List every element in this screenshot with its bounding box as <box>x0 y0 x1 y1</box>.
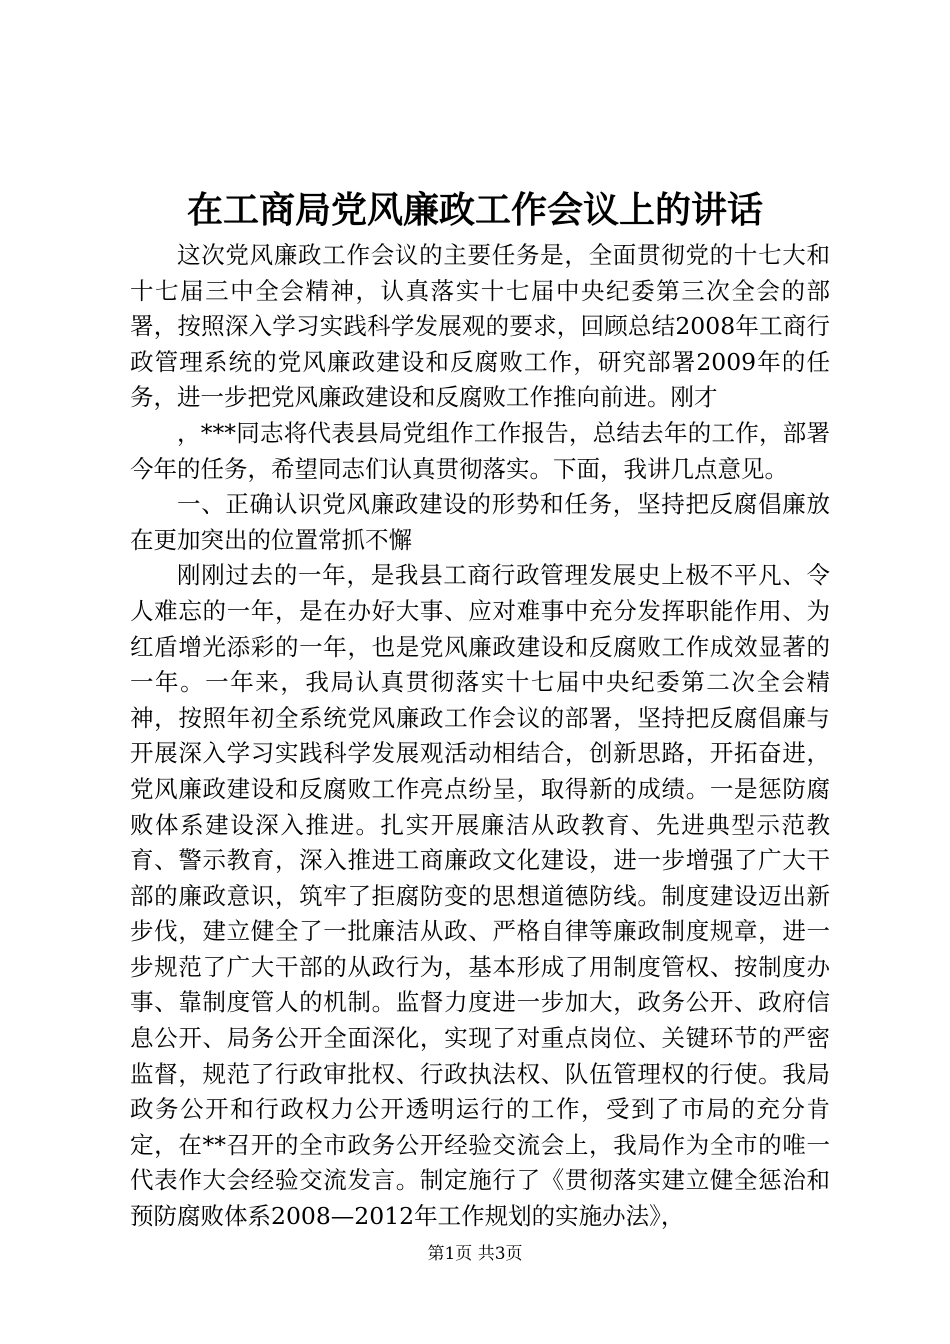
document-title: 在工商局党风廉政工作会议上的讲话 <box>186 189 763 231</box>
paragraph-intro: 这次党风廉政工作会议的主要任务是，全面贯彻党的十七大和十七届三中全会精神，认真落实十七届中央纪委第三次全会的部署，按照深入学习实践科学发展观的要求，回顾总结2008年工商行政管理系统的党风廉政建设和反腐败工作，研究部署2009年的任务，进一步把党风廉政建设和反腐败工作推向前进。刚才 <box>130 241 830 412</box>
page-footer: 第1页 共3页 <box>427 1244 523 1264</box>
document-body <box>130 238 830 1235</box>
paragraph-continuation: ，***同志将代表县局党组作工作报告，总结去年的工作，部署今年的任务，希望同志们认真贯彻落实。下面，我讲几点意见。 <box>130 418 830 483</box>
paragraph-review: 刚刚过去的一年，是我县工商行政管理发展史上极不平凡、令人难忘的一年，是在办好大事、应对难事中充分发挥职能作用、为红盾增光添彩的一年，也是党风廉政建设和反腐败工作成效显著的一年。一年来，我局认真贯彻落实十七届中央纪委第二次全会精神，按照年初全系统党风廉政工作会议的部署，坚持把反腐倡廉与开展深入学习实践科学发展观活动相结合，创新思路，开拓奋进，党风廉政建设和反腐败工作亮点纷呈，取得新的成绩。一是惩防腐败体系建设深入推进。扎实开展廉洁从政教育、先进典型示范教育、警示教育，深入推进工商廉政文化建设，进一步增强了广大干部的廉政意识，筑牢了拒腐防变的思想道德防线。制度建设迈出新步伐，建立健全了一批廉洁从政、严格自律等廉政制度规章，进一步规范了广大干部的从政行为，基本形成了用制度管权、按制度办事、靠制度管人的机制。监督力度进一步加大，政务公开、政府信息公开、局务公开全面深化，实现了对重点岗位、关键环节的严密监督，规范了行政审批权、行政执法权、队伍管理权的行使。我局政务公开和行政权力公开透明运行的工作，受到了市局的充分肯定，在**召开的全市政务公开经验交流会上，我局作为全市的唯一代表作大会经验交流发言。制定施行了《贯彻落实建立健全惩治和预防腐败体系2008—2012年工作规划的实施办法》， <box>130 561 830 1231</box>
section-heading: 一、正确认识党风廉政建设的形势和任务，坚持把反腐倡廉放在更加突出的位置常抓不懈 <box>130 490 830 554</box>
